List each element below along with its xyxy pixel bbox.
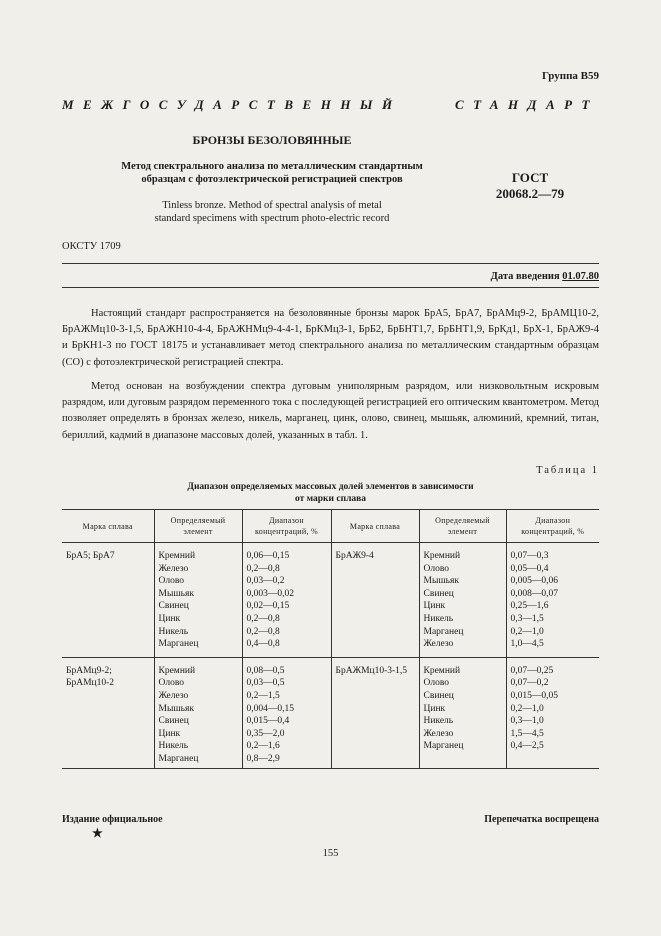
table-cell-grade: БрАМц9-2; БрАМц10-2: [62, 657, 154, 768]
table-number: Таблица 1: [536, 465, 599, 476]
col-header-range: Диапазон концентраций, %: [242, 510, 331, 543]
divider-bottom: [62, 287, 599, 288]
standard-banner: [62, 97, 599, 113]
col-header-grade: Марка сплава: [62, 510, 154, 543]
divider-top: [62, 263, 599, 264]
banner-left: МЕЖГОСУДАРСТВЕННЫЙ: [62, 97, 402, 112]
date-value: 01.07.80: [562, 271, 599, 282]
introduction-date: [491, 271, 599, 282]
concentration-table: [62, 509, 599, 769]
oksty-code: ОКСТУ 1709: [62, 241, 121, 252]
table-cell-ranges: 0,07—0,25 0,07—0,2 0,015—0,05 0,2—1,0 0,3—1,0 1,5—4,5 0,4—2,5: [506, 657, 599, 768]
table-row: [62, 543, 599, 658]
group-code: Группа В59: [541, 70, 599, 82]
table-cell-grade: БрАЖМц10-3-1,5: [331, 657, 419, 768]
gost-label: ГОСТ: [511, 170, 549, 185]
subtitle-ru-line-1: Метод спектрального анализа по металлическим стандартным: [121, 161, 423, 172]
paragraph-method: Метод основан на возбуждении спектра дуговым униполярным разрядом, или низковольтным искровым разрядом, или дуговым разрядом переменного тока с последующей регистрацией его оптическим квантометром. Метод позволяет определять в бронзах железо, никель, марганец, цинк, олово, свинец, мышьяк, алюминий, кремний, титан, бериллий, кадмий в диапазоне массовых долей, указанных в табл. 1.: [62, 381, 599, 441]
table-title: [62, 481, 599, 505]
document-title: БРОНЗЫ БЕЗОЛОВЯННЫЕ: [192, 133, 352, 147]
paragraph-scope: Настоящий стандарт распространяется на безоловянные бронзы марок БрА5, БрА7, БрАМц9-2, БрАМЦ10-2, БрАЖМц10-3-1,5, БрАЖН10-4-4, БрАЖНМц9-4-4-1, БрКМц3-1, БрБ2, БрБНТ1,7, БрБНТ1,9, БрКд1, БрХ-1, БрАЖ9-4 и БрКН1-3 по ГОСТ 18175 и устанавливает метод спектрального анализа по металлическим стандартным образцам (СО) с фотоэлектрической регистрацией спектра.: [62, 308, 599, 368]
page-number: 155: [322, 848, 339, 859]
star-icon: ★: [92, 826, 103, 840]
date-label: Дата введения: [490, 271, 560, 282]
table-cell-elements: Кремний Железо Олово Мышьяк Свинец Цинк Никель Марганец: [154, 543, 242, 658]
col-header-grade: Марка сплава: [331, 510, 419, 543]
table-header-row: [62, 510, 599, 543]
gost-number: [475, 170, 585, 202]
col-header-element: Определяемый элемент: [419, 510, 506, 543]
subtitle-russian: [62, 160, 482, 186]
table-cell-elements: Кремний Олово Железо Мышьяк Свинец Цинк Никель Марганец: [154, 657, 242, 768]
table-title-line-1: Диапазон определяемых массовых долей элементов в зависимости: [187, 482, 474, 492]
gost-code: 20068.2—79: [495, 186, 565, 201]
table-cell-elements: Кремний Олово Мышьяк Свинец Цинк Никель Марганец Железо: [419, 543, 506, 658]
table-cell-grade: БрА5; БрА7: [62, 543, 154, 658]
reprint-prohibited: Перепечатка воспрещена: [484, 814, 599, 825]
table-cell-elements: Кремний Олово Свинец Цинк Никель Железо Марганец: [419, 657, 506, 768]
table-row: [62, 657, 599, 768]
subtitle-en-line-1: Tinless bronze. Method of spectral analysis of metal: [162, 200, 382, 211]
table-title-line-2: от марки сплава: [294, 494, 367, 504]
table-cell-ranges: 0,08—0,5 0,03—0,5 0,2—1,5 0,004—0,15 0,015—0,4 0,35—2,0 0,2—1,6 0,8—2,9: [242, 657, 331, 768]
col-header-element: Определяемый элемент: [154, 510, 242, 543]
official-edition: Издание официальное: [62, 814, 163, 825]
subtitle-en-line-2: standard specimens with spectrum photo-electric record: [154, 213, 390, 224]
table-cell-ranges: 0,07—0,3 0,05—0,4 0,005—0,06 0,008—0,07 0,25—1,6 0,3—1,5 0,2—1,0 1,0—4,5: [506, 543, 599, 658]
banner-right: СТАНДАРТ: [454, 97, 599, 112]
subtitle-english: [62, 199, 482, 225]
table-cell-grade: БрАЖ9-4: [331, 543, 419, 658]
table-cell-ranges: 0,06—0,15 0,2—0,8 0,03—0,2 0,003—0,02 0,02—0,15 0,2—0,8 0,2—0,8 0,4—0,8: [242, 543, 331, 658]
col-header-range: Диапазон концентраций, %: [506, 510, 599, 543]
subtitle-ru-line-2: образцам с фотоэлектрической регистрацией спектров: [141, 174, 403, 185]
